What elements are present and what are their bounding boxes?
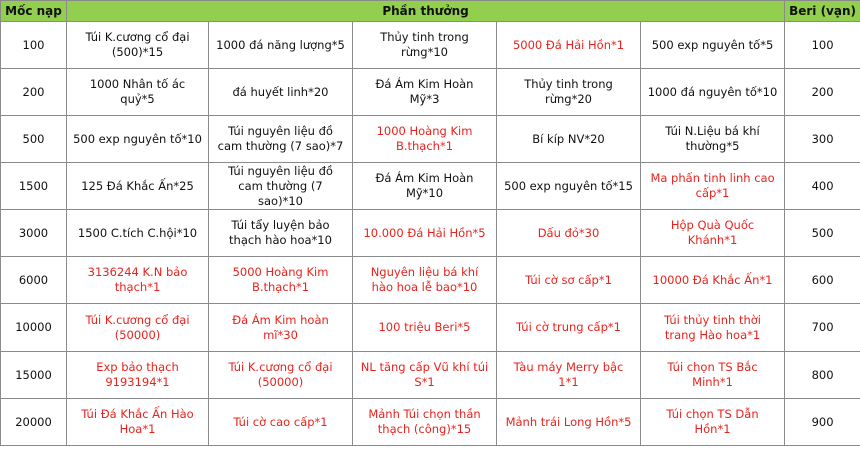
beri-cell: 100 <box>785 22 860 69</box>
reward-cell: 5000 Hoàng Kim B.thạch*1 <box>209 257 353 304</box>
reward-cell: 500 exp nguyên tố*5 <box>641 22 785 69</box>
tier-cell: 1500 <box>1 163 67 210</box>
tier-cell: 20000 <box>1 399 67 446</box>
reward-cell: Mảnh Túi chọn thần thạch (công)*15 <box>353 399 497 446</box>
reward-cell: Túi K.cương cổ đại (50000) <box>67 304 209 352</box>
beri-cell: 800 <box>785 352 860 399</box>
reward-cell: 10.000 Đá Hải Hồn*5 <box>353 210 497 257</box>
beri-cell: 500 <box>785 210 860 257</box>
reward-cell: 1500 C.tích C.hội*10 <box>67 210 209 257</box>
reward-cell: Hộp Quà Quốc Khánh*1 <box>641 210 785 257</box>
reward-cell: 500 exp nguyên tố*15 <box>497 163 641 210</box>
tier-cell: 10000 <box>1 304 67 352</box>
reward-cell: Exp bảo thạch 9193194*1 <box>67 352 209 399</box>
beri-cell: 900 <box>785 399 860 446</box>
reward-cell: 10000 Đá Khắc Ấn*1 <box>641 257 785 304</box>
reward-cell: Túi K.cương cổ đại (500)*15 <box>67 22 209 69</box>
reward-cell: Túi N.Liệu bá khí thường*5 <box>641 116 785 163</box>
table-row <box>1 22 860 69</box>
reward-cell: 1000 đá nguyên tố*10 <box>641 69 785 116</box>
reward-cell: 1000 đá năng lượng*5 <box>209 22 353 69</box>
reward-cell: Thủy tinh trong rừng*10 <box>353 22 497 69</box>
reward-cell: Bí kíp NV*20 <box>497 116 641 163</box>
table-row <box>1 69 860 116</box>
beri-cell: 400 <box>785 163 860 210</box>
tier-cell: 100 <box>1 22 67 69</box>
table-row <box>1 210 860 257</box>
reward-cell: 1000 Hoàng Kim B.thạch*1 <box>353 116 497 163</box>
reward-cell: Túi thủy tinh thời trang Hào hoa*1 <box>641 304 785 352</box>
reward-cell: Túi Đá Khắc Ấn Hào Hoa*1 <box>67 399 209 446</box>
reward-cell: 500 exp nguyên tố*10 <box>67 116 209 163</box>
tier-cell: 6000 <box>1 257 67 304</box>
tier-cell: 200 <box>1 69 67 116</box>
reward-cell: Túi K.cương cổ đại (50000) <box>209 352 353 399</box>
header-rewards: Phần thưởng <box>67 1 785 22</box>
header-row <box>1 1 860 22</box>
header-tier: Mốc nạp <box>1 1 67 22</box>
reward-cell: Túi tẩy luyện bảo thạch hào hoa*10 <box>209 210 353 257</box>
reward-cell: Đá Ám Kim Hoàn Mỹ*10 <box>353 163 497 210</box>
beri-cell: 700 <box>785 304 860 352</box>
tier-cell: 3000 <box>1 210 67 257</box>
table-row <box>1 116 860 163</box>
reward-cell: 5000 Đá Hải Hồn*1 <box>497 22 641 69</box>
reward-cell: Thủy tinh trong rừng*20 <box>497 69 641 116</box>
tier-cell: 500 <box>1 116 67 163</box>
reward-cell: Tàu máy Merry bậc 1*1 <box>497 352 641 399</box>
table-row <box>1 304 860 352</box>
table-row <box>1 399 860 446</box>
beri-cell: 600 <box>785 257 860 304</box>
table-row <box>1 257 860 304</box>
reward-cell: Mảnh trái Long Hồn*5 <box>497 399 641 446</box>
reward-cell: 125 Đá Khắc Ấn*25 <box>67 163 209 210</box>
reward-cell: Nguyên liệu bá khí hào hoa lễ bao*10 <box>353 257 497 304</box>
header-beri: Beri (vạn) <box>785 1 860 22</box>
reward-cell: Đá Ám Kim hoàn mĩ*30 <box>209 304 353 352</box>
reward-cell: đá huyết linh*20 <box>209 69 353 116</box>
beri-cell: 200 <box>785 69 860 116</box>
reward-cell: Túi nguyên liệu đồ cam thường (7 sao)*7 <box>209 116 353 163</box>
reward-cell: Dấu đỏ*30 <box>497 210 641 257</box>
reward-cell: 1000 Nhân tố ác quỷ*5 <box>67 69 209 116</box>
reward-cell: Túi cờ cao cấp*1 <box>209 399 353 446</box>
reward-cell: 3136244 K.N bảo thạch*1 <box>67 257 209 304</box>
reward-cell: NL tăng cấp Vũ khí túi S*1 <box>353 352 497 399</box>
table-row <box>1 352 860 399</box>
table-body <box>1 22 860 446</box>
tier-cell: 15000 <box>1 352 67 399</box>
table-row <box>1 163 860 210</box>
reward-cell: Ma phấn tinh linh cao cấp*1 <box>641 163 785 210</box>
reward-cell: Túi cờ trung cấp*1 <box>497 304 641 352</box>
beri-cell: 300 <box>785 116 860 163</box>
reward-cell: Túi chọn TS Dẫn Hồn*1 <box>641 399 785 446</box>
reward-cell: Đá Ám Kim Hoàn Mỹ*3 <box>353 69 497 116</box>
reward-cell: Túi cờ sơ cấp*1 <box>497 257 641 304</box>
reward-cell: 100 triệu Beri*5 <box>353 304 497 352</box>
reward-cell: Túi chọn TS Bắc Minh*1 <box>641 352 785 399</box>
reward-cell: Túi nguyên liệu đồ cam thường (7 sao)*10 <box>209 163 353 210</box>
